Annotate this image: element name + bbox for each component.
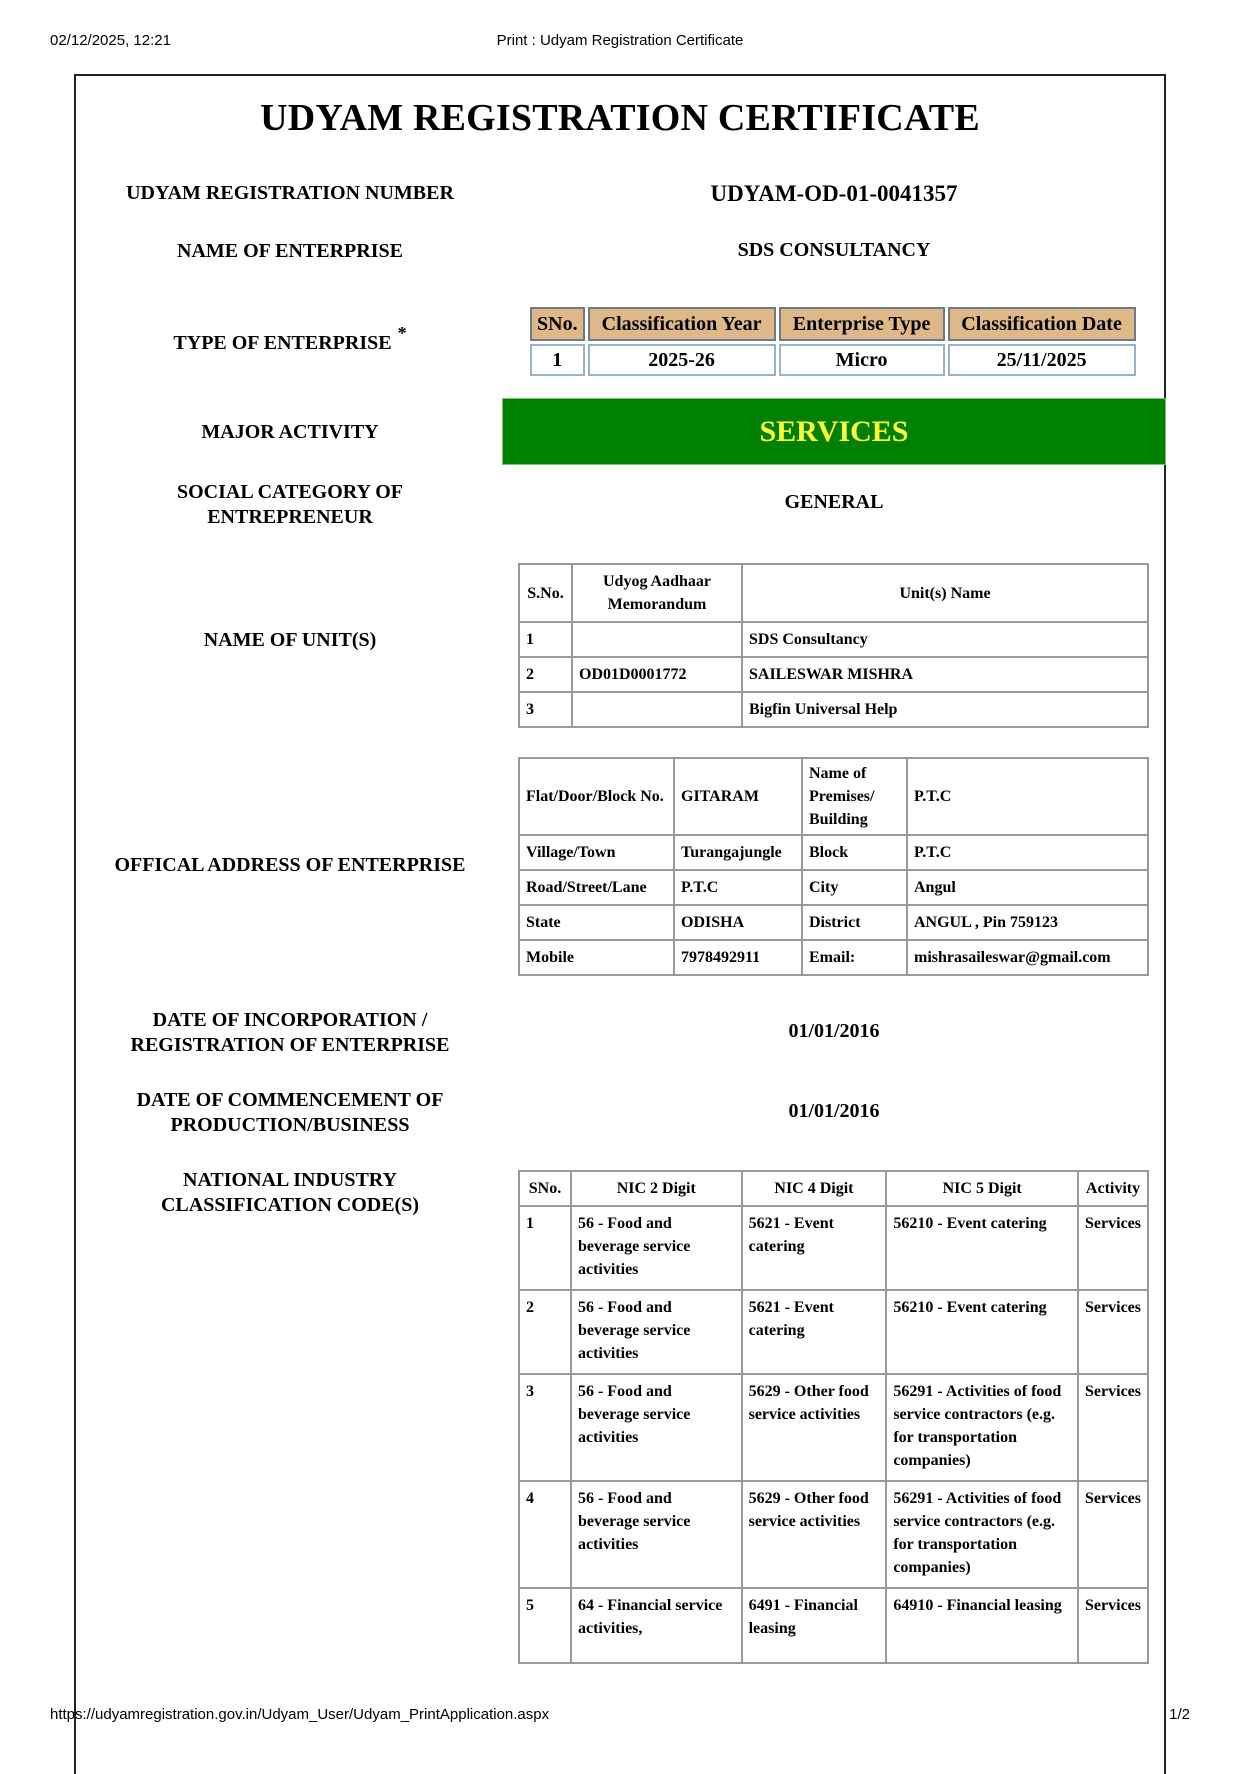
date-of-commencement-label-line1: DATE OF COMMENCEMENT OF	[136, 1089, 444, 1111]
column-header: Unit(s) Name	[742, 564, 1148, 622]
table-row	[519, 657, 1148, 692]
table-cell: 5629 - Other food service activities	[742, 1481, 887, 1588]
table-cell: Services	[1078, 1588, 1148, 1663]
table-cell: 64 - Financial service activities,	[571, 1588, 742, 1663]
units-header-row	[519, 564, 1148, 622]
table-row	[519, 692, 1148, 727]
address-field-value: Angul	[907, 870, 1148, 905]
table-cell: SAILESWAR MISHRA	[742, 657, 1148, 692]
table-cell: Services	[1078, 1374, 1148, 1481]
address-field-value: P.T.C	[907, 758, 1148, 835]
table-cell: 2025-26	[588, 344, 776, 376]
column-header: Classification Year	[588, 307, 776, 341]
column-header: NIC 2 Digit	[571, 1171, 742, 1206]
column-header: NIC 4 Digit	[742, 1171, 887, 1206]
table-row	[519, 758, 1148, 835]
date-of-commencement-label-line2: PRODUCTION/BUSINESS	[170, 1114, 410, 1136]
table-row	[519, 1290, 1148, 1374]
column-header: SNo.	[530, 307, 585, 341]
date-of-incorporation-label-line1: DATE OF INCORPORATION /	[152, 1009, 428, 1031]
enterprise-type-table	[527, 304, 1139, 379]
address-field-label: Block	[802, 835, 907, 870]
table-cell: 56 - Food and beverage service activities	[571, 1481, 742, 1588]
table-cell: 56291 - Activities of food service contractors (e.g. for transportation companies)	[886, 1481, 1078, 1588]
table-cell: 25/11/2025	[948, 344, 1136, 376]
table-row	[519, 1481, 1148, 1588]
table-row	[530, 344, 1136, 376]
table-row	[519, 905, 1148, 940]
table-row	[519, 1206, 1148, 1290]
table-cell: 1	[519, 1206, 571, 1290]
table-row	[519, 1588, 1148, 1663]
address-field-label: City	[802, 870, 907, 905]
column-header: Enterprise Type	[779, 307, 945, 341]
enterprise-name-value: SDS CONSULTANCY	[737, 239, 931, 261]
column-header: NIC 5 Digit	[886, 1171, 1078, 1206]
address-field-value: P.T.C	[674, 870, 802, 905]
address-field-label: Name of Premises/ Building	[802, 758, 907, 835]
social-category-label-line2: ENTREPRENEUR	[207, 506, 373, 528]
table-cell: Services	[1078, 1206, 1148, 1290]
column-header: SNo.	[519, 1171, 571, 1206]
table-cell: 56210 - Event catering	[886, 1206, 1078, 1290]
address-field-label: State	[519, 905, 674, 940]
date-of-commencement-label	[80, 1088, 500, 1138]
table-cell: 5621 - Event catering	[742, 1290, 887, 1374]
table-cell: 4	[519, 1481, 571, 1588]
table-cell: 5629 - Other food service activities	[742, 1374, 887, 1481]
table-row	[519, 835, 1148, 870]
table-row	[519, 622, 1148, 657]
column-header: Classification Date	[948, 307, 1136, 341]
column-header: Udyog Aadhaar Memorandum	[572, 564, 742, 622]
email-link: mishrasaileswar@gmail.com	[907, 940, 1148, 975]
print-page-title: Print : Udyam Registration Certificate	[496, 32, 744, 49]
table-cell: 56291 - Activities of food service contractors (e.g. for transportation companies)	[886, 1374, 1078, 1481]
address-field-value: 7978492911	[674, 940, 802, 975]
address-field-label: Flat/Door/Block No.	[519, 758, 674, 835]
major-activity-banner: SERVICES	[502, 398, 1166, 465]
units-table	[518, 563, 1149, 728]
nic-codes-label-line2: CLASSIFICATION CODE(S)	[160, 1194, 419, 1216]
type-of-enterprise-label-text: TYPE OF ENTERPRISE	[173, 332, 392, 354]
table-cell: 56 - Food and beverage service activities	[571, 1206, 742, 1290]
table-cell: Services	[1078, 1481, 1148, 1588]
table-cell: 1	[519, 622, 572, 657]
address-field-label: District	[802, 905, 907, 940]
table-cell	[572, 622, 742, 657]
address-field-value: Turangajungle	[674, 835, 802, 870]
table-row	[519, 1374, 1148, 1481]
social-category-value: GENERAL	[784, 491, 884, 513]
asterisk-marker: *	[397, 323, 407, 343]
table-cell: 5621 - Event catering	[742, 1206, 887, 1290]
table-cell: 56 - Food and beverage service activities	[571, 1290, 742, 1374]
nic-codes-table	[518, 1170, 1149, 1664]
address-field-label: Mobile	[519, 940, 674, 975]
major-activity-label: MAJOR ACTIVITY	[201, 421, 379, 443]
table-cell: Micro	[779, 344, 945, 376]
registration-number-value: UDYAM-OD-01-0041357	[710, 181, 958, 206]
print-datetime: 02/12/2025, 12:21	[50, 32, 171, 49]
table-cell: 3	[519, 692, 572, 727]
enterprise-name-label: NAME OF ENTERPRISE	[177, 240, 403, 262]
table-cell: SDS Consultancy	[742, 622, 1148, 657]
table-row	[519, 940, 1148, 975]
address-field-value: GITARAM	[674, 758, 802, 835]
column-header: Activity	[1078, 1171, 1148, 1206]
nic-header-row	[519, 1171, 1148, 1206]
table-cell: 3	[519, 1374, 571, 1481]
type-of-enterprise-label	[80, 323, 500, 356]
social-category-label	[80, 480, 500, 530]
units-label: NAME OF UNIT(S)	[203, 629, 377, 651]
date-of-incorporation-label	[80, 1008, 500, 1058]
address-field-label: Road/Street/Lane	[519, 870, 674, 905]
date-of-incorporation-label-line2: REGISTRATION OF ENTERPRISE	[130, 1034, 450, 1056]
address-field-value: ANGUL , Pin 759123	[907, 905, 1148, 940]
table-cell: Bigfin Universal Help	[742, 692, 1148, 727]
table-cell: 1	[530, 344, 585, 376]
official-address-table	[518, 757, 1149, 976]
official-address-label: OFFICAL ADDRESS OF ENTERPRISE	[114, 854, 466, 876]
table-cell: 56 - Food and beverage service activities	[571, 1374, 742, 1481]
date-of-commencement-value: 01/01/2016	[788, 1100, 880, 1122]
nic-codes-label-line1: NATIONAL INDUSTRY	[183, 1169, 397, 1191]
table-cell: OD01D0001772	[572, 657, 742, 692]
address-field-value: P.T.C	[907, 835, 1148, 870]
table-cell	[572, 692, 742, 727]
table-cell: 2	[519, 1290, 571, 1374]
nic-codes-label	[80, 1168, 500, 1218]
table-cell: Services	[1078, 1290, 1148, 1374]
table-row	[519, 870, 1148, 905]
table-cell: 5	[519, 1588, 571, 1663]
table-cell: 2	[519, 657, 572, 692]
address-field-label: Village/Town	[519, 835, 674, 870]
social-category-label-line1: SOCIAL CATEGORY OF	[177, 481, 403, 503]
print-url: https://udyamregistration.gov.in/Udyam_User/Udyam_PrintApplication.aspx	[50, 1706, 550, 1723]
print-page-number: 1/2	[1169, 1706, 1190, 1723]
table-cell: 6491 - Financial leasing	[742, 1588, 887, 1663]
address-field-label: Email:	[802, 940, 907, 975]
table-cell: 64910 - Financial leasing	[886, 1588, 1078, 1663]
certificate-title: UDYAM REGISTRATION CERTIFICATE	[260, 97, 980, 139]
column-header: S.No.	[519, 564, 572, 622]
date-of-incorporation-value: 01/01/2016	[788, 1020, 880, 1042]
table-cell: 56210 - Event catering	[886, 1290, 1078, 1374]
enterprise-type-header-row	[530, 307, 1136, 341]
registration-number-label: UDYAM REGISTRATION NUMBER	[126, 182, 454, 204]
address-field-value: ODISHA	[674, 905, 802, 940]
